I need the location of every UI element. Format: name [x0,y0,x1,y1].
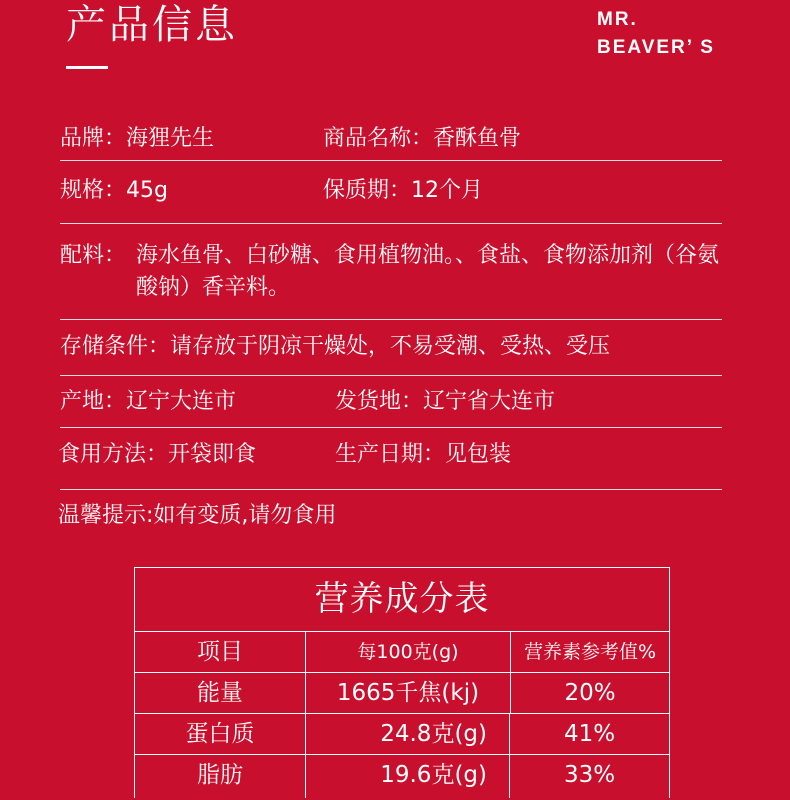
brand-label: 品牌： [60,126,127,151]
shelf-label: 保质期： [323,178,412,203]
storage-value: 请存放于阴凉干燥处，不易受潮、受热、受压 [170,334,611,359]
usage-label: 食用方法： [58,442,169,467]
ship-value: 辽宁省大连市 [423,389,556,414]
product-label: 商品名称： [323,126,434,151]
divider [60,489,722,490]
nutrient-nrv: 33% [563,762,616,788]
info-row-origin [60,387,236,417]
page-title: 产品信息 [66,2,238,48]
ingredients-value: 海水鱼骨、白砂糖、食用植物油。、食盐、食物添加剂（谷氨酸钠）香辛料。 [136,243,720,300]
nutrient-name: 能量 [135,673,306,713]
info-row-spec [60,176,168,206]
title-underline [66,66,108,69]
spec-label: 规格： [60,178,127,203]
spec-value: 45g [126,178,168,203]
header-per-100g: 每100克(g) [306,632,511,672]
info-row-shelf-life [323,176,483,206]
ship-label: 发货地： [335,389,424,414]
nutrient-name: 脂肪 [135,755,306,798]
nutrient-amount: 24.8克(g) [306,714,510,754]
shelf-value: 12个月 [411,178,484,203]
divider [60,160,722,161]
info-row-usage [58,440,256,470]
info-row-brand [60,124,214,154]
date-value: 见包装 [445,442,512,467]
info-row-ship-from [335,387,555,417]
header-item: 项目 [135,632,306,672]
divider [60,427,722,428]
nutrient-amount: 19.6克(g) [306,755,510,798]
origin-label: 产地： [60,389,127,414]
nutrition-title: 营养成分表 [135,568,669,632]
info-row-product [323,124,521,154]
nutrient-name: 蛋白质 [135,714,306,754]
divider [60,375,722,376]
origin-value: 辽宁大连市 [126,389,237,414]
warm-tip: 温馨提示:如有变质,请勿食用 [58,503,337,528]
brand-line-1: MR. [597,9,638,30]
product-value: 香酥鱼骨 [433,126,522,151]
table-row [135,673,669,714]
info-row-production-date [335,440,511,470]
brand-line-2: BEAVER’ S [597,37,715,58]
nutrient-nrv: 20% [564,680,616,706]
date-label: 生产日期： [335,442,446,467]
storage-label: 存储条件： [60,334,171,359]
table-row [135,714,669,755]
usage-value: 开袋即食 [168,442,257,467]
nutrient-amount: 1665千焦(kj) [306,673,511,713]
nutrient-nrv: 41% [563,721,616,747]
header-nrv: 营养素参考值% [523,641,657,663]
divider [60,319,722,320]
divider [60,223,722,224]
nutrition-header-row [135,632,669,673]
brand-logo [597,6,715,62]
ingredients-label: 配料： [60,243,127,268]
brand-value: 海狸先生 [126,126,215,151]
info-row-storage [60,332,610,362]
table-row [135,755,669,798]
nutrition-table [134,567,670,798]
